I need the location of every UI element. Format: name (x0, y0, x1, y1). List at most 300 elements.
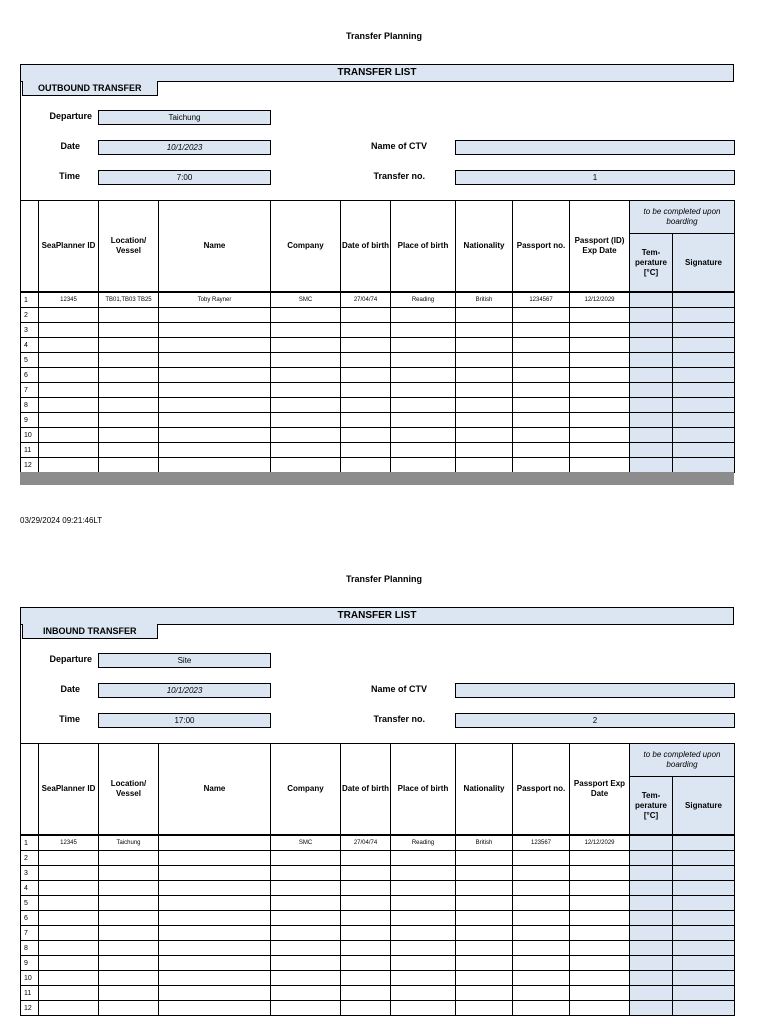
nationality-cell[interactable] (456, 866, 513, 881)
nationality-cell[interactable] (456, 383, 513, 398)
location-cell[interactable] (99, 353, 159, 368)
dob-cell[interactable] (341, 443, 391, 458)
dob-cell[interactable] (341, 971, 391, 986)
passport-cell[interactable] (513, 413, 570, 428)
signature-cell[interactable] (673, 443, 735, 458)
location-cell[interactable] (99, 443, 159, 458)
seaplanner-id-cell[interactable] (39, 398, 99, 413)
temperature-cell[interactable] (630, 338, 673, 353)
nationality-cell[interactable] (456, 458, 513, 473)
exp-date-cell[interactable] (570, 458, 630, 473)
pob-cell[interactable] (391, 413, 456, 428)
company-cell[interactable] (271, 1001, 341, 1016)
location-cell[interactable] (99, 971, 159, 986)
exp-date-cell[interactable]: 12/12/2029 (570, 836, 630, 851)
location-cell[interactable] (99, 956, 159, 971)
table-row (21, 926, 735, 941)
row-number-header (21, 744, 39, 835)
temperature-cell[interactable] (630, 413, 673, 428)
temperature-cell[interactable] (630, 956, 673, 971)
dob-cell[interactable] (341, 941, 391, 956)
company-cell[interactable] (271, 458, 341, 473)
temperature-cell[interactable] (630, 851, 673, 866)
name-cell[interactable] (159, 851, 271, 866)
passport-cell[interactable] (513, 881, 570, 896)
exp-date-cell[interactable] (570, 866, 630, 881)
company-cell[interactable] (271, 971, 341, 986)
name-cell[interactable] (159, 1001, 271, 1016)
location-cell[interactable] (99, 866, 159, 881)
pob-cell[interactable] (391, 941, 456, 956)
nationality-cell[interactable] (456, 368, 513, 383)
seaplanner-id-cell[interactable]: 12345 (39, 836, 99, 851)
temperature-cell[interactable] (630, 836, 673, 851)
signature-cell[interactable] (673, 308, 735, 323)
pob-cell[interactable] (391, 1001, 456, 1016)
nationality-cell[interactable] (456, 398, 513, 413)
signature-cell[interactable] (673, 368, 735, 383)
company-cell[interactable] (271, 383, 341, 398)
name-cell[interactable] (159, 353, 271, 368)
location-cell[interactable] (99, 413, 159, 428)
seaplanner-id-cell[interactable] (39, 323, 99, 338)
company-cell[interactable] (271, 413, 341, 428)
dob-cell[interactable] (341, 368, 391, 383)
passport-cell[interactable] (513, 941, 570, 956)
nationality-cell[interactable] (456, 911, 513, 926)
signature-cell[interactable] (673, 383, 735, 398)
location-cell[interactable] (99, 368, 159, 383)
signature-cell[interactable] (673, 353, 735, 368)
transfer-no-field[interactable]: 2 (455, 713, 735, 728)
seaplanner-id-cell[interactable] (39, 926, 99, 941)
row-number: 12 (21, 1001, 39, 1016)
company-cell[interactable] (271, 428, 341, 443)
nationality-cell[interactable] (456, 896, 513, 911)
signature-cell[interactable] (673, 896, 735, 911)
pob-cell[interactable] (391, 956, 456, 971)
temperature-cell[interactable] (630, 458, 673, 473)
passport-cell[interactable]: 123567 (513, 836, 570, 851)
name-cell[interactable] (159, 308, 271, 323)
table-row (21, 1001, 735, 1016)
pob-cell[interactable] (391, 926, 456, 941)
departure-field[interactable]: Taichung (98, 110, 271, 125)
signature-cell[interactable] (673, 413, 735, 428)
nationality-cell[interactable] (456, 986, 513, 1001)
pob-cell[interactable] (391, 458, 456, 473)
seaplanner-id-cell[interactable] (39, 413, 99, 428)
nationality-cell[interactable] (456, 338, 513, 353)
location-cell[interactable] (99, 1001, 159, 1016)
passport-cell[interactable] (513, 986, 570, 1001)
dob-cell[interactable]: 27/04/74 (341, 293, 391, 308)
transfer-no-label: Transfer no. (373, 171, 425, 181)
boarding-note-header: to be completed upon boarding (630, 201, 735, 234)
name-header: Name (159, 201, 271, 292)
signature-cell[interactable] (673, 323, 735, 338)
seaplanner-id-cell[interactable] (39, 911, 99, 926)
nationality-cell[interactable] (456, 428, 513, 443)
temperature-cell[interactable] (630, 926, 673, 941)
exp-date-cell[interactable] (570, 986, 630, 1001)
company-cell[interactable] (271, 398, 341, 413)
pob-cell[interactable] (391, 398, 456, 413)
nationality-cell[interactable]: British (456, 293, 513, 308)
name-cell[interactable] (159, 836, 271, 851)
row-number: 7 (21, 383, 39, 398)
location-cell[interactable] (99, 458, 159, 473)
signature-cell[interactable] (673, 971, 735, 986)
exp-date-cell[interactable] (570, 368, 630, 383)
date-of-birth-header: Date of birth (341, 201, 391, 292)
company-cell[interactable] (271, 338, 341, 353)
dob-cell[interactable] (341, 896, 391, 911)
signature-cell[interactable] (673, 926, 735, 941)
seaplanner-id-cell[interactable] (39, 881, 99, 896)
company-cell[interactable] (271, 323, 341, 338)
name-cell[interactable] (159, 383, 271, 398)
passport-cell[interactable] (513, 338, 570, 353)
signature-cell[interactable] (673, 428, 735, 443)
nationality-cell[interactable] (456, 323, 513, 338)
location-cell[interactable] (99, 398, 159, 413)
nationality-cell[interactable] (456, 353, 513, 368)
temperature-cell[interactable] (630, 881, 673, 896)
name-cell[interactable] (159, 338, 271, 353)
location-cell[interactable] (99, 323, 159, 338)
temperature-cell[interactable] (630, 353, 673, 368)
temperature-cell[interactable] (630, 443, 673, 458)
dob-cell[interactable] (341, 398, 391, 413)
name-cell[interactable] (159, 956, 271, 971)
signature-cell[interactable] (673, 293, 735, 308)
time-field[interactable]: 7:00 (98, 170, 271, 185)
exp-date-cell[interactable] (570, 353, 630, 368)
pob-cell[interactable] (391, 338, 456, 353)
nationality-header: Nationality (456, 201, 513, 292)
location-cell[interactable] (99, 986, 159, 1001)
name-of-ctv-field[interactable] (455, 683, 735, 698)
company-cell[interactable] (271, 896, 341, 911)
seaplanner-id-cell[interactable] (39, 443, 99, 458)
exp-date-cell[interactable] (570, 383, 630, 398)
seaplanner-id-cell[interactable] (39, 383, 99, 398)
name-cell[interactable] (159, 986, 271, 1001)
passport-cell[interactable] (513, 398, 570, 413)
exp-date-cell[interactable] (570, 428, 630, 443)
temperature-cell[interactable] (630, 428, 673, 443)
nationality-cell[interactable] (456, 413, 513, 428)
seaplanner-id-cell[interactable] (39, 428, 99, 443)
signature-cell[interactable] (673, 881, 735, 896)
exp-date-cell[interactable]: 12/12/2029 (570, 293, 630, 308)
table-row (21, 308, 735, 323)
temperature-cell[interactable] (630, 866, 673, 881)
nationality-cell[interactable] (456, 443, 513, 458)
seaplanner-id-cell[interactable] (39, 971, 99, 986)
temperature-cell[interactable] (630, 398, 673, 413)
seaplanner-id-cell[interactable] (39, 956, 99, 971)
seaplanner-id-cell[interactable] (39, 986, 99, 1001)
pob-cell[interactable] (391, 896, 456, 911)
company-cell[interactable] (271, 308, 341, 323)
location-cell[interactable] (99, 896, 159, 911)
seaplanner-id-cell[interactable] (39, 941, 99, 956)
name-cell[interactable] (159, 368, 271, 383)
signature-cell[interactable] (673, 986, 735, 1001)
location-cell[interactable] (99, 926, 159, 941)
nationality-cell[interactable] (456, 926, 513, 941)
location-cell[interactable] (99, 308, 159, 323)
temperature-cell[interactable] (630, 896, 673, 911)
company-cell[interactable] (271, 941, 341, 956)
location-cell[interactable] (99, 338, 159, 353)
dob-cell[interactable] (341, 881, 391, 896)
passport-cell[interactable] (513, 911, 570, 926)
exp-date-cell[interactable] (570, 308, 630, 323)
signature-cell[interactable] (673, 956, 735, 971)
transfer-list-title: TRANSFER LIST (21, 608, 733, 625)
temperature-cell[interactable] (630, 368, 673, 383)
name-cell[interactable] (159, 941, 271, 956)
nationality-header: Nationality (456, 744, 513, 835)
nationality-cell[interactable] (456, 881, 513, 896)
temperature-cell[interactable] (630, 1001, 673, 1016)
pob-cell[interactable] (391, 971, 456, 986)
pob-cell[interactable] (391, 353, 456, 368)
pob-cell[interactable]: Reading (391, 836, 456, 851)
name-of-ctv-field[interactable] (455, 140, 735, 155)
pob-cell[interactable] (391, 443, 456, 458)
exp-date-cell[interactable] (570, 323, 630, 338)
passport-cell[interactable] (513, 458, 570, 473)
pob-cell[interactable] (391, 911, 456, 926)
company-cell[interactable] (271, 911, 341, 926)
location-cell[interactable] (99, 941, 159, 956)
temperature-cell[interactable] (630, 293, 673, 308)
dob-cell[interactable] (341, 926, 391, 941)
company-cell[interactable] (271, 881, 341, 896)
name-cell[interactable] (159, 323, 271, 338)
pob-cell[interactable] (391, 383, 456, 398)
name-cell[interactable] (159, 971, 271, 986)
company-cell[interactable] (271, 986, 341, 1001)
section-label-outbound: OUTBOUND TRANSFER (22, 81, 158, 96)
passport-cell[interactable] (513, 971, 570, 986)
dob-cell[interactable] (341, 338, 391, 353)
company-cell[interactable] (271, 368, 341, 383)
name-cell[interactable] (159, 398, 271, 413)
signature-cell[interactable] (673, 338, 735, 353)
seaplanner-id-cell[interactable] (39, 866, 99, 881)
dob-cell[interactable] (341, 353, 391, 368)
pob-cell[interactable]: Reading (391, 293, 456, 308)
seaplanner-id-cell[interactable] (39, 368, 99, 383)
dob-cell[interactable] (341, 458, 391, 473)
company-cell[interactable] (271, 956, 341, 971)
dob-cell[interactable] (341, 911, 391, 926)
dob-cell[interactable] (341, 1001, 391, 1016)
pob-cell[interactable] (391, 323, 456, 338)
dob-cell[interactable] (341, 851, 391, 866)
exp-date-cell[interactable] (570, 1001, 630, 1016)
name-cell[interactable] (159, 428, 271, 443)
location-cell[interactable] (99, 383, 159, 398)
location-cell[interactable] (99, 851, 159, 866)
passport-cell[interactable] (513, 428, 570, 443)
exp-date-cell[interactable] (570, 413, 630, 428)
dob-cell[interactable]: 27/04/74 (341, 836, 391, 851)
exp-date-cell[interactable] (570, 398, 630, 413)
exp-date-cell[interactable] (570, 896, 630, 911)
table-row (21, 911, 735, 926)
page-title: Transfer Planning (345, 574, 423, 584)
table-row (21, 353, 735, 368)
location-cell[interactable] (99, 881, 159, 896)
temperature-cell[interactable] (630, 911, 673, 926)
company-cell[interactable] (271, 353, 341, 368)
seaplanner-id-cell[interactable] (39, 851, 99, 866)
name-of-ctv-label: Name of CTV (370, 141, 427, 151)
transfer-no-field[interactable]: 1 (455, 170, 735, 185)
name-cell[interactable] (159, 443, 271, 458)
signature-cell[interactable] (673, 398, 735, 413)
name-cell[interactable] (159, 926, 271, 941)
nationality-cell[interactable] (456, 308, 513, 323)
exp-date-cell[interactable] (570, 338, 630, 353)
exp-date-cell[interactable] (570, 851, 630, 866)
dob-cell[interactable] (341, 383, 391, 398)
name-cell[interactable] (159, 881, 271, 896)
temperature-cell[interactable] (630, 323, 673, 338)
passport-cell[interactable] (513, 866, 570, 881)
pob-cell[interactable] (391, 986, 456, 1001)
date-field[interactable]: 10/1/2023 (98, 140, 271, 155)
company-cell[interactable] (271, 443, 341, 458)
seaplanner-id-cell[interactable] (39, 308, 99, 323)
time-field[interactable]: 17:00 (98, 713, 271, 728)
exp-date-cell[interactable] (570, 941, 630, 956)
nationality-cell[interactable] (456, 971, 513, 986)
pob-cell[interactable] (391, 881, 456, 896)
signature-cell[interactable] (673, 851, 735, 866)
dob-cell[interactable] (341, 428, 391, 443)
nationality-cell[interactable] (456, 956, 513, 971)
table-row (21, 398, 735, 413)
departure-label: Departure (49, 654, 92, 664)
pob-cell[interactable] (391, 368, 456, 383)
seaplanner-id-cell[interactable] (39, 353, 99, 368)
signature-cell[interactable] (673, 866, 735, 881)
name-cell[interactable]: Toby Rayner (159, 293, 271, 308)
temperature-cell[interactable] (630, 308, 673, 323)
location-cell[interactable] (99, 911, 159, 926)
signature-cell[interactable] (673, 458, 735, 473)
seaplanner-id-cell[interactable] (39, 458, 99, 473)
passport-cell[interactable] (513, 323, 570, 338)
name-cell[interactable] (159, 458, 271, 473)
exp-date-cell[interactable] (570, 956, 630, 971)
nationality-cell[interactable] (456, 941, 513, 956)
passport-cell[interactable] (513, 383, 570, 398)
location-cell[interactable]: Taichung (99, 836, 159, 851)
passport-cell[interactable] (513, 896, 570, 911)
name-cell[interactable] (159, 866, 271, 881)
form-frame-left (20, 80, 21, 200)
signature-cell[interactable] (673, 941, 735, 956)
date-label: Date (60, 141, 80, 151)
dob-cell[interactable] (341, 986, 391, 1001)
transfer-table-outbound (20, 200, 735, 473)
dob-cell[interactable] (341, 308, 391, 323)
signature-cell[interactable] (673, 1001, 735, 1016)
company-cell[interactable] (271, 866, 341, 881)
nationality-cell[interactable]: British (456, 836, 513, 851)
dob-cell[interactable] (341, 866, 391, 881)
exp-date-cell[interactable] (570, 926, 630, 941)
dob-cell[interactable] (341, 323, 391, 338)
passport-cell[interactable] (513, 443, 570, 458)
signature-cell[interactable] (673, 911, 735, 926)
pob-cell[interactable] (391, 308, 456, 323)
nationality-cell[interactable] (456, 851, 513, 866)
exp-date-cell[interactable] (570, 971, 630, 986)
pob-cell[interactable] (391, 851, 456, 866)
dob-cell[interactable] (341, 413, 391, 428)
company-cell[interactable] (271, 851, 341, 866)
departure-field[interactable]: Site (98, 653, 271, 668)
name-cell[interactable] (159, 413, 271, 428)
date-field[interactable]: 10/1/2023 (98, 683, 271, 698)
passport-cell[interactable]: 1234567 (513, 293, 570, 308)
passport-cell[interactable] (513, 926, 570, 941)
exp-date-cell[interactable] (570, 881, 630, 896)
passport-cell[interactable] (513, 353, 570, 368)
seaplanner-id-cell[interactable]: 12345 (39, 293, 99, 308)
company-cell[interactable] (271, 926, 341, 941)
passport-cell[interactable] (513, 956, 570, 971)
temperature-cell[interactable] (630, 941, 673, 956)
table-row (21, 338, 735, 353)
passport-cell[interactable] (513, 368, 570, 383)
passport-cell[interactable] (513, 1001, 570, 1016)
temperature-cell[interactable] (630, 383, 673, 398)
temperature-cell[interactable] (630, 971, 673, 986)
table-row (21, 458, 735, 473)
seaplanner-id-cell[interactable] (39, 338, 99, 353)
passport-cell[interactable] (513, 851, 570, 866)
page-title: Transfer Planning (345, 31, 423, 41)
name-cell[interactable] (159, 896, 271, 911)
nationality-cell[interactable] (456, 1001, 513, 1016)
name-cell[interactable] (159, 911, 271, 926)
company-cell[interactable]: SMC (271, 836, 341, 851)
pob-cell[interactable] (391, 866, 456, 881)
signature-cell[interactable] (673, 836, 735, 851)
pob-cell[interactable] (391, 428, 456, 443)
exp-date-cell[interactable] (570, 911, 630, 926)
seaplanner-id-cell[interactable] (39, 896, 99, 911)
passport-cell[interactable] (513, 308, 570, 323)
temperature-cell[interactable] (630, 986, 673, 1001)
company-cell[interactable]: SMC (271, 293, 341, 308)
location-cell[interactable]: TB01,TB03 TB25 (99, 293, 159, 308)
location-cell[interactable] (99, 428, 159, 443)
exp-date-cell[interactable] (570, 443, 630, 458)
seaplanner-id-cell[interactable] (39, 1001, 99, 1016)
dob-cell[interactable] (341, 956, 391, 971)
